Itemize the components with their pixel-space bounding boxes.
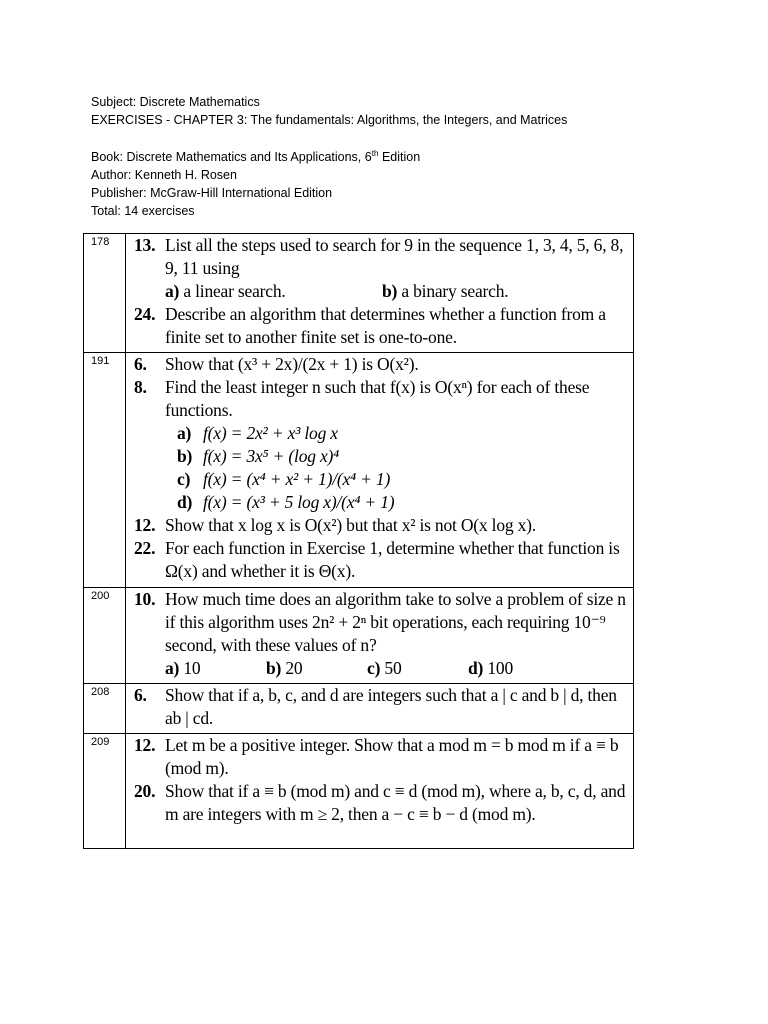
exercise-number: 8. [134, 377, 147, 397]
exercise-number: 10. [134, 589, 156, 609]
exercise-item [134, 514, 633, 537]
exercise-part: c) 50 [367, 658, 402, 678]
exercise-text: List all the steps used to search for 9 in the sequence 1, 3, 4, 5, 6, 8, 9, 11 using [165, 235, 624, 278]
exercise-item [134, 353, 633, 376]
exercise-number: 12. [134, 735, 156, 755]
exercise-part: b) 20 [266, 658, 303, 678]
publisher-line: Publisher: McGraw-Hill International Edition [91, 186, 333, 200]
exercise-item [134, 780, 633, 826]
list-item: c) f(x) = (x⁴ + x² + 1)/(x⁴ + 1) [177, 469, 391, 489]
exercise-text: How much time does an algorithm take to solve a problem of size n if this algorithm uses 2n² + 2ⁿ bit operations, each requiring 10⁻⁹ second, with these values of n? [165, 589, 626, 655]
table-row [84, 234, 634, 353]
page-number: 200 [84, 588, 126, 684]
exercise-number: 12. [134, 515, 156, 535]
exercise-cell [126, 234, 634, 353]
exercise-item [134, 234, 633, 303]
function-list [165, 422, 633, 514]
author-line: Author: Kenneth H. Rosen [91, 168, 237, 182]
exercise-number: 6. [134, 685, 147, 705]
page-number: 191 [84, 353, 126, 588]
exercise-number: 24. [134, 304, 156, 324]
exercise-text: Let m be a positive integer. Show that a mod m = b mod m if a ≡ b (mod m). [165, 735, 619, 778]
table-row [84, 734, 634, 849]
exercise-part: a) a linear search. [165, 281, 286, 301]
exercise-parts [165, 657, 633, 680]
exercise-item [134, 588, 633, 680]
exercise-item [134, 684, 633, 730]
total-line: Total: 14 exercises [91, 204, 195, 218]
exercise-item [134, 376, 633, 514]
book-line: Book: Discrete Mathematics and Its Applications, 6th Edition [91, 148, 421, 164]
exercise-parts [165, 280, 633, 303]
exercise-part: b) a binary search. [382, 281, 509, 301]
table-row [84, 353, 634, 588]
exercise-text: For each function in Exercise 1, determine whether that function is Ω(x) and whether it is Θ(x). [165, 538, 620, 581]
exercise-cell [126, 353, 634, 588]
exercise-text: Describe an algorithm that determines whether a function from a finite set to another finite set is one-to-one. [165, 304, 606, 347]
exercise-item [134, 734, 633, 780]
page-number: 208 [84, 684, 126, 734]
exercise-text: Find the least integer n such that f(x) is O(xⁿ) for each of these functions. [165, 377, 590, 420]
exercise-text: Show that x log x is O(x²) but that x² is not O(x log x). [165, 515, 536, 535]
exercise-text: Show that if a, b, c, and d are integers such that a | c and b | d, then ab | cd. [165, 685, 617, 728]
exercise-item [134, 303, 633, 349]
exercise-item [134, 537, 633, 583]
list-item: a) f(x) = 2x² + x³ log x [177, 423, 338, 443]
page-number: 209 [84, 734, 126, 849]
exercise-cell [126, 588, 634, 684]
table-row [84, 588, 634, 684]
exercise-text: Show that (x³ + 2x)/(2x + 1) is O(x²). [165, 354, 419, 374]
exercise-number: 22. [134, 538, 156, 558]
exercise-number: 6. [134, 354, 147, 374]
exercises-title: EXERCISES - CHAPTER 3: The fundamentals: Algorithms, the Integers, and Matrices [91, 113, 568, 127]
exercise-cell [126, 734, 634, 849]
list-item: b) f(x) = 3x⁵ + (log x)⁴ [177, 446, 340, 466]
exercise-number: 20. [134, 781, 156, 801]
document-header [91, 93, 567, 220]
list-item: d) f(x) = (x³ + 5 log x)/(x⁴ + 1) [177, 492, 395, 512]
exercise-cell [126, 684, 634, 734]
exercise-number: 13. [134, 235, 156, 255]
exercise-part: a) 10 [165, 658, 201, 678]
exercise-table [83, 233, 634, 849]
exercise-part: d) 100 [468, 658, 514, 678]
subject-line: Subject: Discrete Mathematics [91, 95, 260, 109]
table-row [84, 684, 634, 734]
page-number: 178 [84, 234, 126, 353]
exercise-text: Show that if a ≡ b (mod m) and c ≡ d (mod m), where a, b, c, d, and m are integers with m ≥ 2, then a − c ≡ b − d (mod m). [165, 781, 626, 824]
